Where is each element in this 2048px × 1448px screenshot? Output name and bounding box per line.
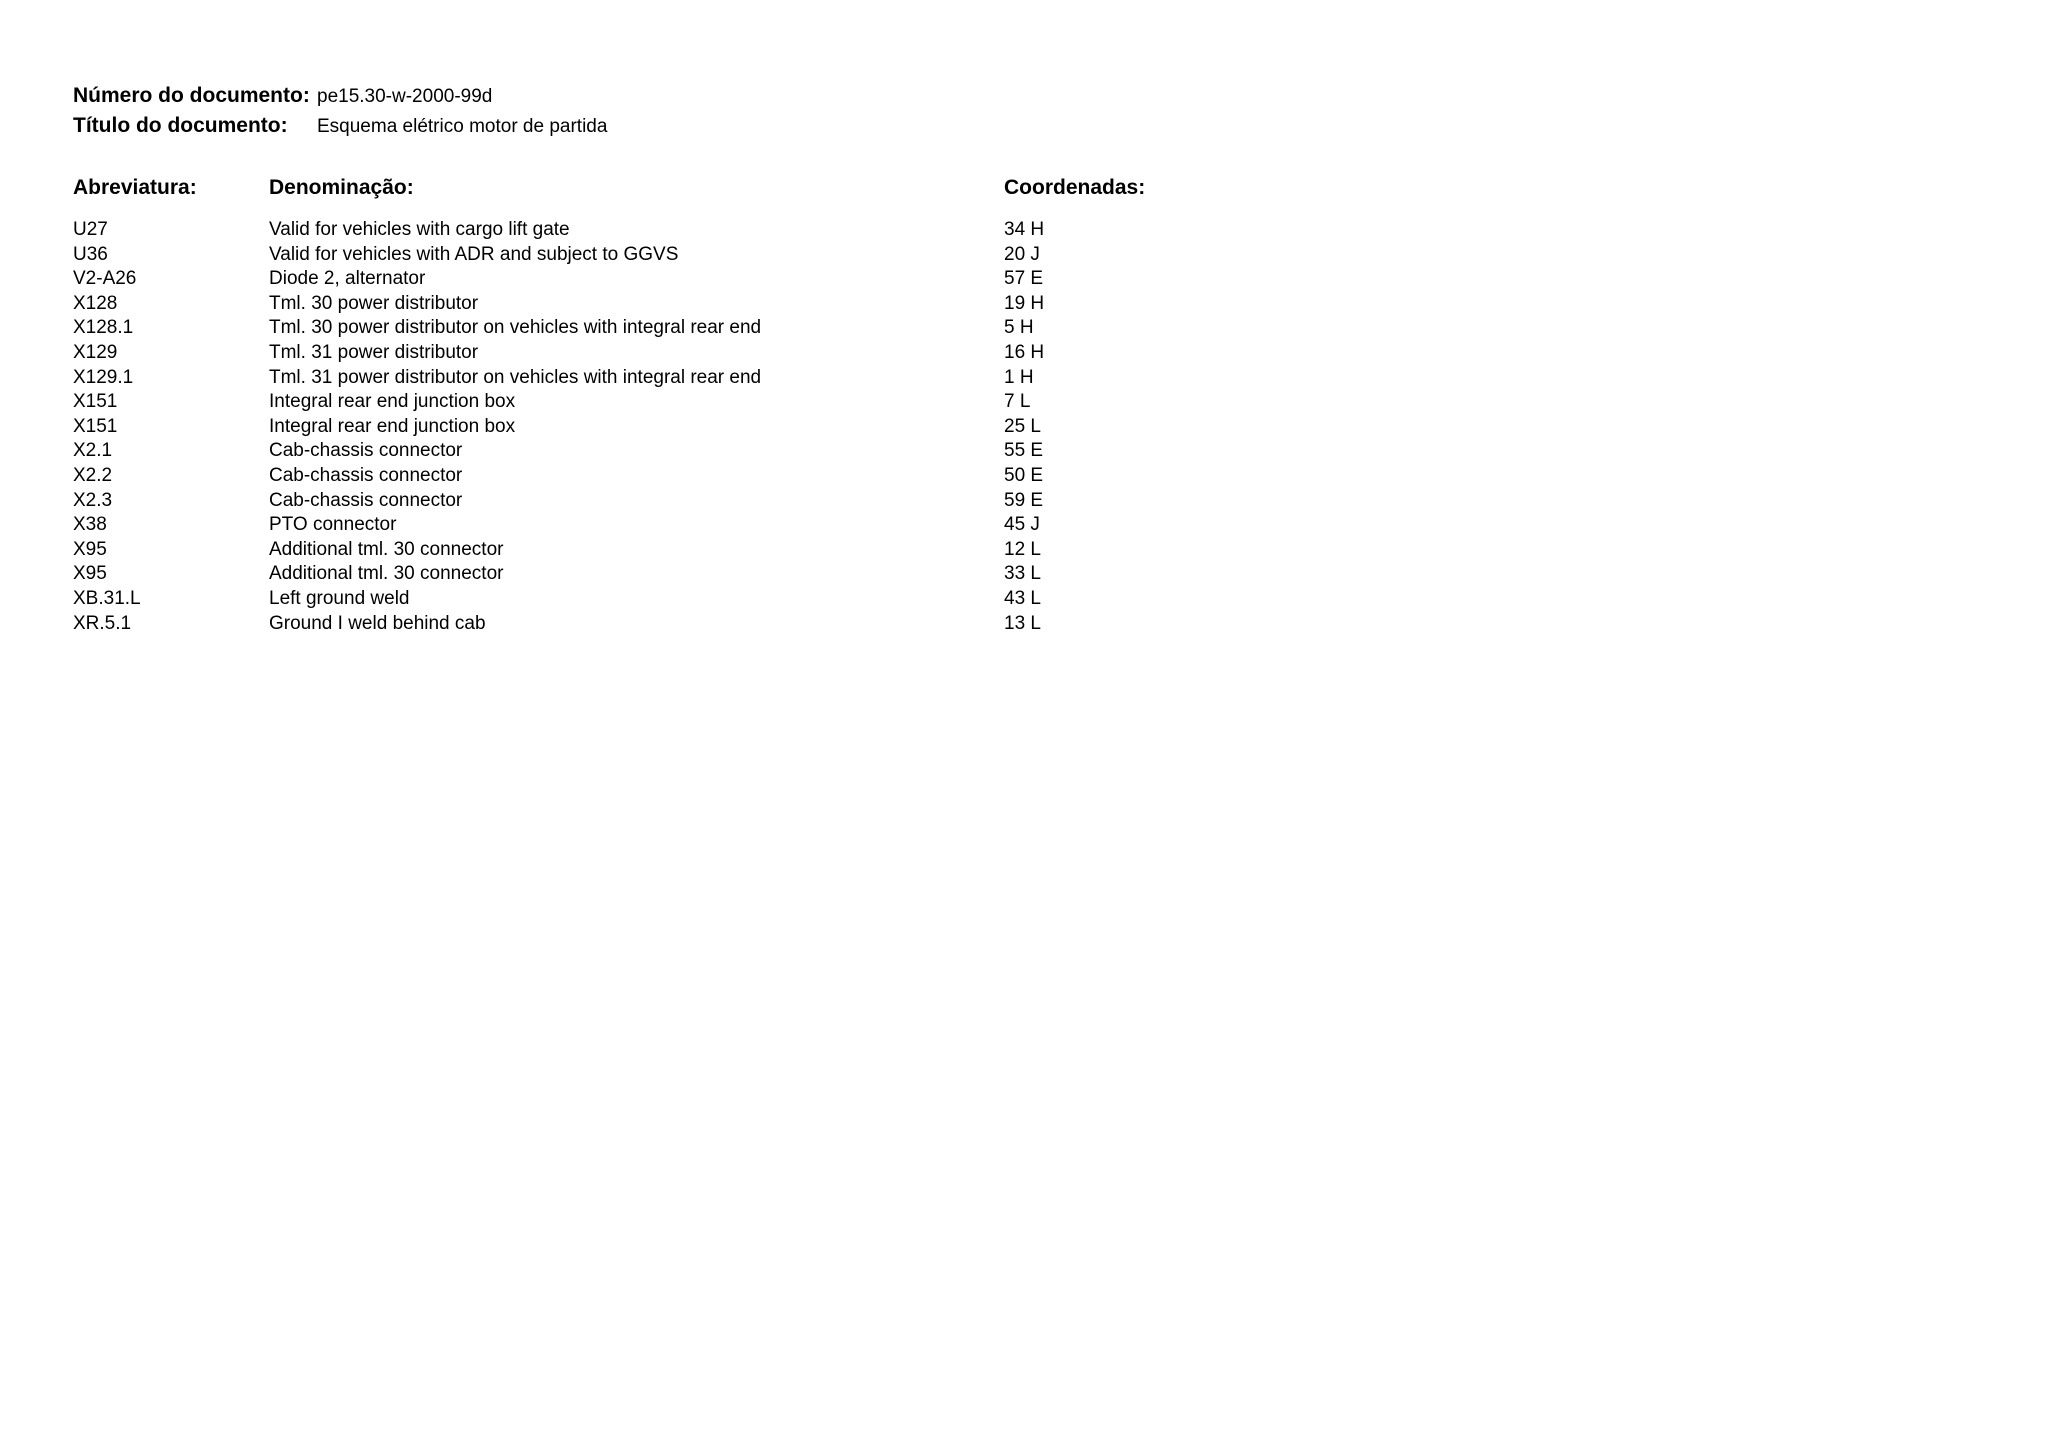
denomination-cell: Integral rear end junction box <box>269 391 516 413</box>
table-row <box>73 218 1273 243</box>
abbreviation-cell: X129 <box>73 341 118 363</box>
denomination-cell: Additional tml. 30 connector <box>269 563 504 585</box>
table-row <box>73 612 1273 637</box>
document-number-value: pe15.30-w-2000-99d <box>317 86 493 107</box>
coordinates-cell: 16 H <box>1004 341 1045 363</box>
coordinates-cell: 59 E <box>1004 489 1044 511</box>
legend-rows <box>73 218 1273 636</box>
abbreviation-cell: X129.1 <box>73 366 134 388</box>
coordinates-column-header: Coordenadas: <box>1004 176 1146 199</box>
coordinates-cell: 20 J <box>1004 243 1040 265</box>
coordinates-cell: 5 H <box>1004 317 1034 339</box>
abbreviation-cell: X2.3 <box>73 489 113 511</box>
denomination-cell: Valid for vehicles with cargo lift gate <box>269 219 570 240</box>
table-row <box>73 415 1273 440</box>
denomination-cell: Tml. 31 power distributor on vehicles with integral rear end <box>269 366 762 388</box>
denomination-cell: Valid for vehicles with ADR and subject to GGVS <box>269 243 679 265</box>
table-row <box>73 292 1273 317</box>
table-row <box>73 464 1273 489</box>
table-row <box>73 316 1273 341</box>
document-number-label: Número do documento: <box>73 84 310 107</box>
abbreviation-cell: XR.5.1 <box>73 612 132 634</box>
denomination-cell: Integral rear end junction box <box>269 415 516 437</box>
table-row <box>73 489 1273 514</box>
coordinates-cell: 43 L <box>1004 587 1041 609</box>
table-row <box>73 267 1273 292</box>
abbreviation-cell: X128.1 <box>73 317 134 339</box>
coordinates-cell: 57 E <box>1004 268 1044 290</box>
denomination-cell: Diode 2, alternator <box>269 268 426 290</box>
table-row <box>73 341 1273 366</box>
coordinates-cell: 34 H <box>1004 219 1045 240</box>
denomination-cell: Left ground weld <box>269 587 410 609</box>
denomination-column-header: Denominação: <box>269 176 414 199</box>
coordinates-cell: 12 L <box>1004 538 1041 560</box>
table-row <box>73 390 1273 415</box>
abbreviation-cell: X2.2 <box>73 464 113 486</box>
denomination-cell: Tml. 30 power distributor on vehicles with integral rear end <box>269 317 762 339</box>
table-row <box>73 243 1273 268</box>
abbreviation-cell: X2.1 <box>73 440 113 462</box>
abbreviation-cell: U36 <box>73 243 108 265</box>
abbreviation-cell: V2-A26 <box>73 268 137 290</box>
denomination-cell: Ground I weld behind cab <box>269 612 486 634</box>
denomination-cell: Cab-chassis connector <box>269 440 463 462</box>
denomination-cell: Cab-chassis connector <box>269 489 463 511</box>
abbreviation-column-header: Abreviatura: <box>73 176 197 199</box>
abbreviation-cell: X95 <box>73 538 107 560</box>
denomination-cell: Tml. 30 power distributor <box>269 292 479 314</box>
coordinates-cell: 7 L <box>1004 391 1031 413</box>
coordinates-cell: 33 L <box>1004 563 1041 585</box>
table-row <box>73 538 1273 563</box>
abbreviation-cell: X128 <box>73 292 118 314</box>
abbreviation-cell: U27 <box>73 219 108 240</box>
abbreviation-cell: XB.31.L <box>73 587 141 609</box>
table-row <box>73 366 1273 391</box>
abbreviation-cell: X38 <box>73 514 107 536</box>
denomination-cell: PTO connector <box>269 514 397 536</box>
coordinates-cell: 45 J <box>1004 514 1040 536</box>
denomination-cell: Tml. 31 power distributor <box>269 341 479 363</box>
coordinates-cell: 50 E <box>1004 464 1044 486</box>
coordinates-cell: 55 E <box>1004 440 1044 462</box>
coordinates-cell: 19 H <box>1004 292 1045 314</box>
coordinates-cell: 1 H <box>1004 366 1034 388</box>
table-row <box>73 562 1273 587</box>
abbreviation-cell: X151 <box>73 415 118 437</box>
coordinates-cell: 13 L <box>1004 612 1041 634</box>
table-row <box>73 587 1273 612</box>
document-title-label: Título do documento: <box>73 114 288 137</box>
document-title-value: Esquema elétrico motor de partida <box>317 116 608 137</box>
abbreviation-cell: X95 <box>73 563 107 585</box>
abbreviation-cell: X151 <box>73 391 118 413</box>
denomination-cell: Additional tml. 30 connector <box>269 538 504 560</box>
coordinates-cell: 25 L <box>1004 415 1041 437</box>
table-row <box>73 439 1273 464</box>
table-row <box>73 513 1273 538</box>
legend-column-headers <box>73 174 1273 218</box>
legend-table <box>73 174 1273 636</box>
denomination-cell: Cab-chassis connector <box>269 464 463 486</box>
